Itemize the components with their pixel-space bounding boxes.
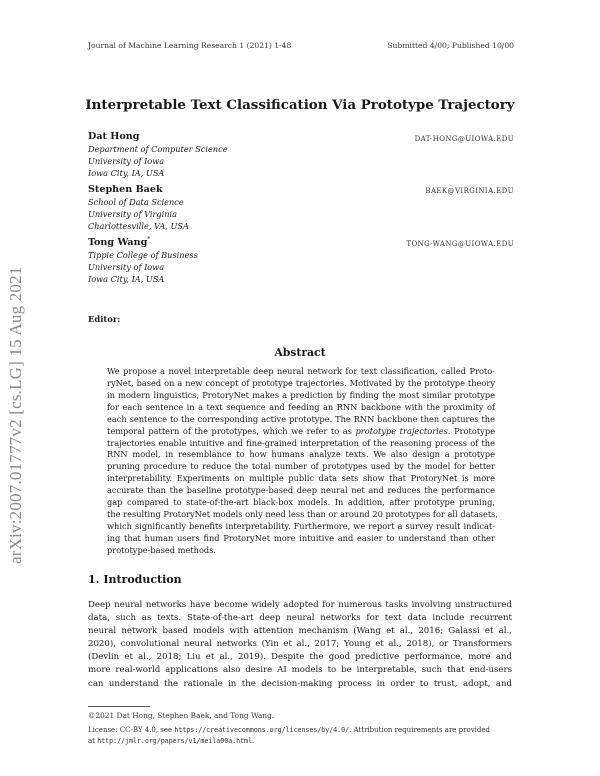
abstract-line: in modern linguistics, ProtoryNet makes a prediction by finding the most similar prototype — [107, 389, 495, 400]
author-name: Tong Wang* — [88, 236, 151, 249]
paper-title: Interpretable Text Classification Via Prototype Trajectory — [85, 97, 515, 113]
introduction-line: data, such as texts. State-of-the-art deep neural networks for text data include recurrent — [88, 613, 512, 624]
copyright-note: ©2021 Dat Hong, Stephen Baek, and Tong Wang. — [88, 711, 275, 720]
author-email[interactable]: BAEK@VIRGINIA.EDU — [425, 187, 514, 195]
arxiv-stamp: arXiv:2007.01777v2 [cs.LG] 15 Aug 2021 — [6, 266, 25, 564]
abstract-line: ryNet, based on a new concept of prototype trajectories. Motivated by the prototype theory — [107, 377, 495, 388]
footnote-rule — [88, 706, 150, 707]
introduction-body — [88, 599, 512, 691]
abstract-line: temporal pattern of the prototypes, which we refer to as prototype trajectories. Prototype — [107, 425, 495, 436]
abstract-line: the resulting ProtoryNet models only need less than or around 20 prototypes for all datasets, — [107, 509, 499, 520]
author-affiliation: Department of Computer Science University of Iowa Iowa City, IA, USA — [88, 144, 228, 178]
abstract-line: which significantly benefits interpretability. Furthermore, we report a survey result indicat- — [107, 520, 495, 531]
introduction-line: Deep neural networks have become widely adopted for numerous tasks involving unstructured — [88, 600, 512, 610]
abstract-heading: Abstract — [274, 346, 326, 359]
author-affiliation: School of Data Science University of Virginia Charlottesville, VA, USA — [88, 197, 189, 231]
introduction-line: neural network based models with attention mechanism (Wang et al., 2016; Galassi et al., — [88, 626, 512, 637]
submission-info: Submitted 4/00; Published 10/00 — [387, 41, 514, 50]
journal-header: Journal of Machine Learning Research 1 (2021) 1-48 — [88, 41, 292, 50]
introduction-line: more real-world applications also desire AI models to be interpretable, such that end-users — [88, 665, 512, 676]
introduction-line: 2020), convolutional neural networks (Yin et al., 2017; Young et al., 2018), or Transformers — [88, 639, 512, 650]
abstract-line: trajectories enable intuitive and fine-grained interpretation of the reasoning process of the — [107, 437, 495, 448]
introduction-line: (Devlin et al., 2018; Liu et al., 2019). Despite the good predictive performance, more and — [88, 652, 512, 663]
license-link[interactable]: https://creativecommons.org/licenses/by/4.0/ — [174, 726, 350, 734]
author-email[interactable]: DAT-HONG@UIOWA.EDU — [414, 135, 514, 143]
emphasis-term: prototype trajectories — [355, 425, 448, 436]
abstract-line: ing that human users find ProtoryNet more intuitive and easier to understand than other — [107, 532, 495, 543]
author-footnote-marker: * — [147, 236, 151, 243]
abstract-line: We propose a novel interpretable deep neural network for text classification, called Proto- — [107, 366, 495, 376]
author-affiliation: Tippie College of Business University of Iowa Iowa City, IA, USA — [88, 250, 198, 284]
abstract-line: pruning procedure to reduce the total number of prototypes used by the model for better — [107, 461, 495, 472]
section-heading-introduction: 1. Introduction — [88, 573, 182, 586]
abstract-body — [107, 366, 497, 557]
abstract-line: interpretability. Experiments on multiple public data sets show that ProtoryNet is more — [107, 473, 495, 484]
introduction-line: can understand the rationale in the decision-making process in order to trust, adopt, and — [88, 678, 512, 689]
abstract-line: prototype-based methods. — [107, 544, 217, 555]
abstract-line: each sentence to the corresponding active prototype. The RNN backbone then captures the — [107, 413, 495, 424]
author-email[interactable]: TONG-WANG@UIOWA.EDU — [406, 240, 514, 248]
abstract-line: for each sentence in a text sequence and feeding an RNN backbone with the proximity of — [107, 401, 495, 412]
editor-label: Editor: — [88, 314, 121, 324]
abstract-line: RNN model, in resemblance to how humans analyze texts. We also design a prototype — [107, 449, 495, 460]
abstract-line: accurate than the baseline prototype-based deep neural net and reduces the performance — [107, 485, 495, 496]
attribution-note: at http://jmlr.org/papers/v1/meila00a.html. — [88, 737, 255, 745]
author-name: Dat Hong — [88, 131, 140, 142]
author-name: Stephen Baek — [88, 184, 163, 195]
license-note: License: CC-BY 4.0, see https://creativecommons.org/licenses/by/4.0/. Attribution requirements are provided — [88, 726, 491, 734]
abstract-line: gap compared to state-of-the-art black-box models. In addition, after prototype pruning, — [107, 497, 495, 508]
attribution-link[interactable]: http://jmlr.org/papers/v1/meila00a.html — [97, 737, 253, 745]
